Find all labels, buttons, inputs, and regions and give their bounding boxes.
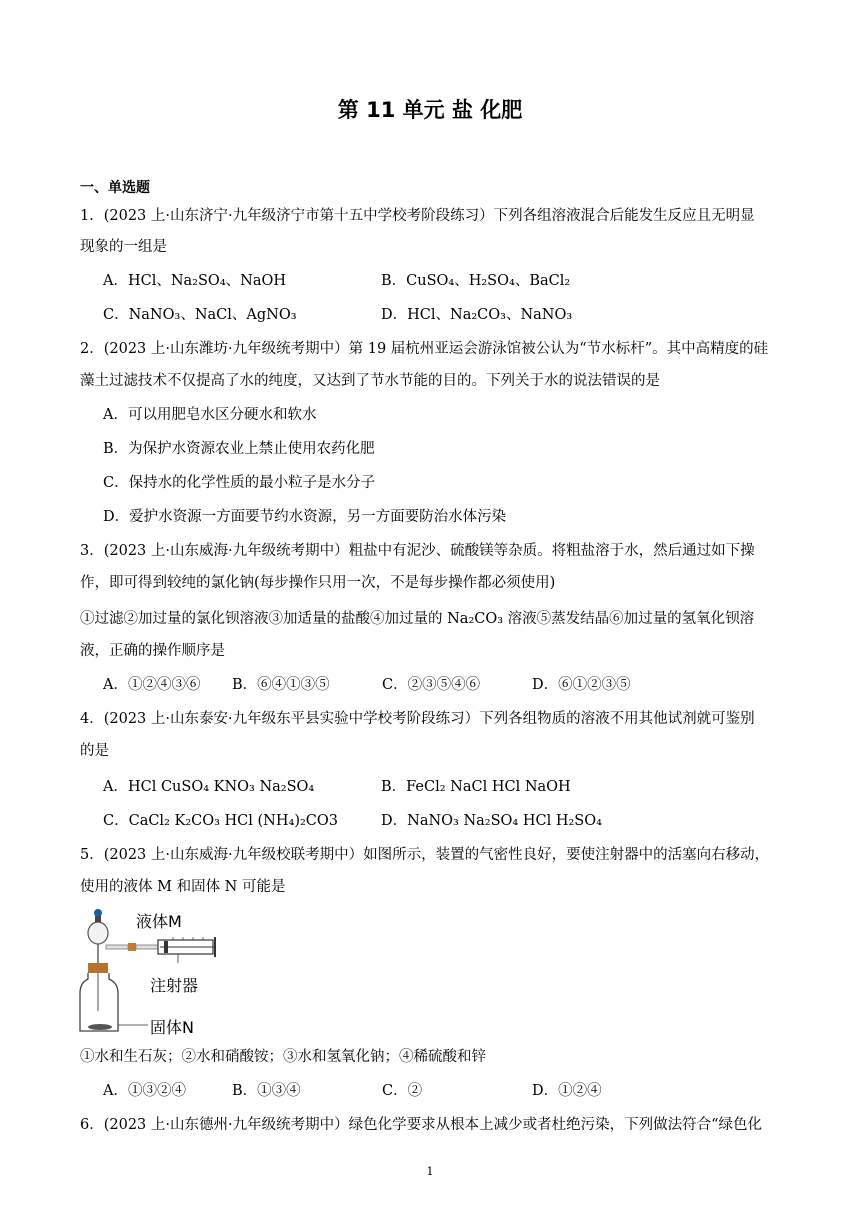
question-3-line-4: 液，正确的操作顺序是: [80, 643, 225, 659]
separatory-funnel-icon: [88, 922, 108, 944]
apparatus-figure: [78, 907, 228, 1037]
question-3-option-c: C．②③⑤④⑥: [382, 677, 481, 693]
question-4-line-1: 4．(2023 上·山东泰安·九年级东平县实验中学校考阶段练习）下列各组物质的溶液不用其他试剂就可鉴别: [80, 711, 755, 727]
question-3-option-b: B．⑥④①③⑤: [232, 677, 330, 693]
question-5-option-b: B．①③④: [232, 1083, 301, 1099]
question-5-line-1: 5．(2023 上·山东威海·九年级校联考期中）如图所示，装置的气密性良好，要使注射器中的活塞向右移动，: [80, 847, 770, 863]
question-3-line-1: 3．(2023 上·山东威海·九年级统考期中）粗盐中有泥沙、硫酸镁等杂质。将粗盐溶于水，然后通过如下操: [80, 543, 755, 559]
question-2-option-d: D．爱护水资源一方面要节约水资源，另一方面要防治水体污染: [103, 509, 507, 525]
question-3-option-d: D．⑥①②③⑤: [532, 677, 631, 693]
question-4-option-c: C．CaCl₂ K₂CO₃ HCl (NH₄)₂CO3: [103, 813, 339, 829]
question-3-option-a: A．①②④③⑥: [103, 677, 201, 693]
rubber-stopper-icon: [88, 963, 108, 973]
page-title: 第 11 单元 盐 化肥: [337, 98, 523, 122]
question-2-option-b: B．为保护水资源农业上禁止使用农药化肥: [103, 441, 375, 457]
question-3-line-3: ①过滤②加过量的氯化钡溶液③加适量的盐酸④加过量的 Na₂CO₃ 溶液⑤蒸发结晶⑥加过量的氢氧化钡溶: [80, 611, 755, 627]
figure-label-liquid: 液体M: [136, 912, 182, 931]
section-heading: 一、单选题: [80, 180, 150, 196]
question-1-line-1: 1．(2023 上·山东济宁·九年级济宁市第十五中学校考阶段练习）下列各组溶液混合后能发生反应且无明显: [80, 208, 755, 224]
question-2-option-a: A．可以用肥皂水区分硬水和软水: [103, 407, 317, 423]
question-4-option-b: B．FeCl₂ NaCl HCl NaOH: [381, 779, 571, 795]
page-number: 1: [426, 1165, 434, 1178]
question-1-option-a: A．HCl、Na₂SO₄、NaOH: [103, 273, 286, 289]
question-4-option-a: A．HCl CuSO₄ KNO₃ Na₂SO₄: [103, 779, 315, 795]
question-1-option-c: C．NaNO₃、NaCl、AgNO₃: [103, 307, 297, 323]
question-5-line-2: 使用的液体 M 和固体 N 可能是: [80, 879, 286, 895]
question-2-line-2: 藻土过滤技术不仅提高了水的纯度，又达到了节水节能的目的。下列关于水的说法错误的是: [80, 373, 660, 389]
flask-icon: [80, 973, 118, 1031]
question-2-line-1: 2．(2023 上·山东潍坊·九年级统考期中）第 19 届杭州亚运会游泳馆被公认为“节水标杆”。其中高精度的硅: [80, 341, 769, 357]
stopcock-knob-icon: [94, 909, 102, 917]
question-5-option-a: A．①③②④: [103, 1083, 186, 1099]
question-6-line-1: 6．(2023 上·山东德州·九年级统考期中）绿色化学要求从根本上减少或者杜绝污染，下列做法符合“绿色化: [80, 1117, 763, 1133]
solid-particles-icon: [88, 1024, 112, 1030]
question-3-line-2: 作，即可得到较纯的氯化钠(每步操作只用一次，不是每步操作都必须使用): [80, 575, 556, 591]
question-5-option-d: D．①②④: [532, 1083, 602, 1099]
question-4-line-2: 的是: [80, 743, 109, 759]
question-4-option-d: D．NaNO₃ Na₂SO₄ HCl H₂SO₄: [381, 813, 602, 829]
question-5-option-c: C．②: [382, 1083, 423, 1099]
question-1-option-b: B．CuSO₄、H₂SO₄、BaCl₂: [381, 273, 571, 289]
question-5-line-3: ①水和生石灰；②水和硝酸铵；③水和氢氧化钠；④稀硫酸和锌: [80, 1049, 486, 1065]
question-2-option-c: C．保持水的化学性质的最小粒子是水分子: [103, 475, 376, 491]
question-1-line-2: 现象的一组是: [80, 239, 167, 255]
question-1-option-d: D．HCl、Na₂CO₃、NaNO₃: [381, 307, 573, 323]
figure-label-solid: 固体N: [150, 1018, 194, 1037]
figure-label-syringe: 注射器: [150, 976, 199, 995]
